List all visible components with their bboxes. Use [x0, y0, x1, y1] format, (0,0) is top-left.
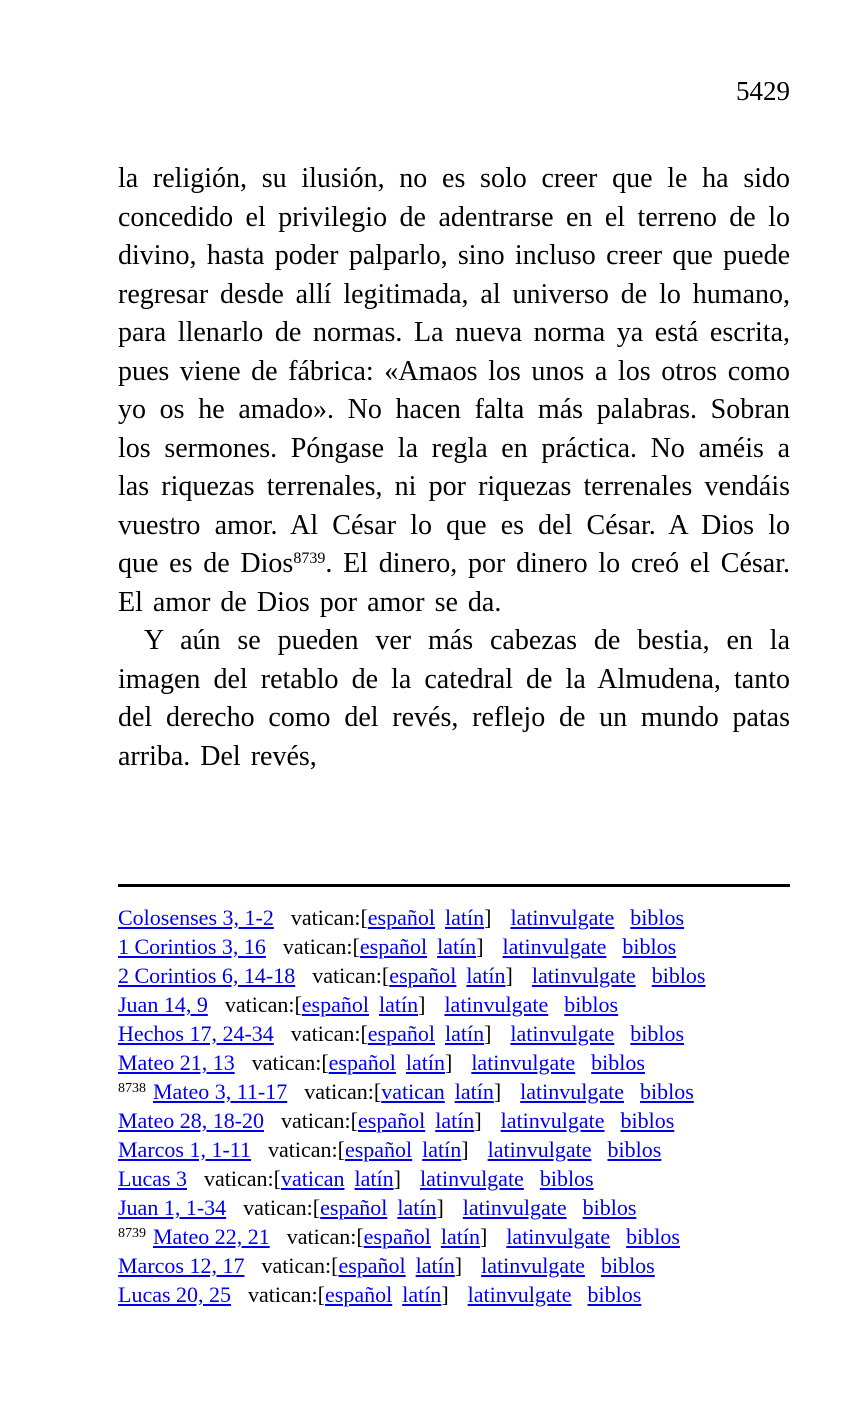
latinvulgate-link[interactable]: latinvulgate — [520, 1079, 625, 1104]
latinvulgate-link[interactable]: latinvulgate — [444, 992, 549, 1017]
biblos-link[interactable]: biblos — [607, 1137, 662, 1162]
vatican-prefix-label: vatican:[ — [251, 1050, 329, 1075]
vatican-prefix-label: vatican:[ — [248, 1282, 325, 1307]
vatican-option2-link[interactable]: latín — [397, 1195, 437, 1220]
vatican-option1-link[interactable]: español — [301, 992, 369, 1017]
footnote-reference-link[interactable]: Juan 14, 9 — [118, 992, 208, 1017]
biblos-link[interactable]: biblos — [626, 1224, 680, 1249]
body-paragraph-1 — [118, 160, 790, 622]
vatican-prefix-label: vatican:[ — [243, 1195, 321, 1220]
vatican-prefix-label: vatican:[ — [312, 963, 390, 988]
footnote-reference-link[interactable]: Mateo 28, 18-20 — [118, 1108, 265, 1133]
latinvulgate-link[interactable]: latinvulgate — [487, 1137, 592, 1162]
paragraph-1-text-before-ref: la religión, su ilusión, no es solo creer que le ha sido concedido el privilegio de adentrarse en el terreno de lo divino, hasta poder palparlo, sino incluso creer que puede regresar desde allí legitimada, al universo de lo humano, para llenarlo de normas. La nueva norma ya está escrita, pues viene de fábrica: «Amaos los unos a los otros como yo os he amado». No hacen falta más palabras. Sobran los sermones. Póngase la regla en práctica. No améis a las riquezas terrenales, ni por riquezas terrenales vendáis vuestro amor. Al César lo que es del César. A Dios lo que es de Dios — [118, 163, 790, 579]
latinvulgate-link[interactable]: latinvulgate — [419, 1166, 524, 1191]
vatican-option1-link[interactable]: español — [344, 1137, 413, 1162]
bracket-close-label: ] — [393, 1166, 401, 1191]
vatican-option2-link[interactable]: latín — [402, 1282, 442, 1307]
footnote-line — [118, 961, 790, 990]
paragraph-1-text-after-ref: . El dinero, por dinero lo creó el César. El amor de Dios por amor se da. — [118, 548, 790, 618]
bracket-close-label: ] — [418, 992, 426, 1017]
bracket-close-label: ] — [493, 1079, 502, 1104]
bracket-close-label: ] — [454, 1253, 463, 1278]
bracket-close-label: ] — [505, 963, 513, 988]
latinvulgate-link[interactable]: latinvulgate — [462, 1195, 567, 1220]
biblos-link[interactable]: biblos — [591, 1050, 645, 1075]
bracket-close-label: ] — [484, 905, 492, 930]
bracket-close-label: ] — [441, 1282, 449, 1307]
vatican-option2-link[interactable]: latín — [444, 1021, 485, 1046]
vatican-option1-link[interactable]: español — [359, 934, 428, 959]
biblos-link[interactable]: biblos — [651, 963, 706, 988]
footnote-reference-link[interactable]: Lucas 3 — [118, 1166, 188, 1191]
vatican-option1-link[interactable]: español — [338, 1253, 406, 1278]
vatican-prefix-label: vatican:[ — [281, 1108, 358, 1133]
vatican-prefix-label: vatican:[ — [290, 905, 368, 930]
biblos-link[interactable]: biblos — [640, 1079, 694, 1104]
latinvulgate-link[interactable]: latinvulgate — [500, 1108, 605, 1133]
vatican-option1-link[interactable]: español — [367, 905, 435, 930]
biblos-link[interactable]: biblos — [539, 1166, 594, 1191]
vatican-option1-link[interactable]: español — [325, 1282, 393, 1307]
biblos-link[interactable]: biblos — [582, 1195, 637, 1220]
footnote-reference-link[interactable]: Juan 1, 1-34 — [118, 1195, 227, 1220]
bracket-close-label: ] — [474, 1108, 482, 1133]
page-number: 5429 — [736, 76, 790, 106]
vatican-option1-link[interactable]: español — [389, 963, 457, 988]
footnote-line — [118, 1280, 790, 1309]
body-text-block — [118, 160, 790, 776]
latinvulgate-link[interactable]: latinvulgate — [510, 905, 615, 930]
footnote-line — [118, 1193, 790, 1222]
biblos-link[interactable]: biblos — [587, 1282, 642, 1307]
vatican-option1-link[interactable]: vatican — [381, 1079, 445, 1104]
vatican-prefix-label: vatican:[ — [282, 934, 360, 959]
biblos-link[interactable]: biblos — [622, 934, 677, 959]
latinvulgate-link[interactable]: latinvulgate — [510, 1021, 615, 1046]
bracket-close-label: ] — [479, 1224, 488, 1249]
vatican-option1-link[interactable]: español — [320, 1195, 388, 1220]
latinvulgate-link[interactable]: latinvulgate — [531, 963, 636, 988]
footnote-line — [118, 1048, 790, 1077]
vatican-prefix-label: vatican:[ — [304, 1079, 382, 1104]
vatican-option2-link[interactable]: latín — [466, 963, 506, 988]
vatican-option2-link[interactable]: latín — [354, 1166, 394, 1191]
biblos-link[interactable]: biblos — [564, 992, 619, 1017]
biblos-link[interactable]: biblos — [620, 1108, 675, 1133]
footnote-reference-link[interactable]: Marcos 1, 1-11 — [118, 1137, 251, 1162]
biblos-link[interactable]: biblos — [630, 1021, 685, 1046]
vatican-option2-link[interactable]: latín — [415, 1253, 455, 1278]
vatican-prefix-label: vatican:[ — [261, 1253, 339, 1278]
footnote-number-marker: 8739 — [118, 1226, 146, 1241]
vatican-prefix-label: vatican:[ — [204, 1166, 281, 1191]
latinvulgate-link[interactable]: latinvulgate — [502, 934, 607, 959]
footnote-reference-link[interactable]: Hechos 17, 24-34 — [118, 1021, 274, 1046]
footnotes-section — [118, 884, 790, 1309]
vatican-option2-link[interactable]: latín — [422, 1137, 462, 1162]
vatican-prefix-label: vatican:[ — [268, 1137, 345, 1162]
vatican-option1-link[interactable]: español — [363, 1224, 431, 1249]
vatican-option2-link[interactable]: latín — [454, 1079, 494, 1104]
vatican-option2-link[interactable]: latín — [405, 1050, 445, 1075]
biblos-link[interactable]: biblos — [630, 905, 685, 930]
bracket-close-label: ] — [476, 934, 484, 959]
footnote-line — [118, 1077, 790, 1106]
footnote-reference-link[interactable]: Colosenses 3, 1-2 — [118, 905, 274, 930]
footnote-line — [118, 1251, 790, 1280]
vatican-prefix-label: vatican:[ — [286, 1224, 364, 1249]
footnote-reference-marker-8739: 8739 — [293, 550, 326, 567]
footnote-reference-link[interactable]: Lucas 20, 25 — [118, 1282, 232, 1307]
footnote-reference-link[interactable]: 2 Corintios 6, 14-18 — [118, 963, 296, 988]
footnote-reference-link[interactable]: 1 Corintios 3, 16 — [118, 934, 266, 959]
footnote-separator-rule — [118, 884, 790, 887]
footnote-reference-link[interactable]: Marcos 12, 17 — [118, 1253, 245, 1278]
bracket-close-label: ] — [461, 1137, 469, 1162]
vatican-option2-link[interactable]: latín — [435, 1108, 475, 1133]
footnote-line — [118, 932, 790, 961]
latinvulgate-link[interactable]: latinvulgate — [467, 1282, 572, 1307]
footnote-number-marker: 8738 — [118, 1081, 146, 1096]
footnote-line — [118, 1106, 790, 1135]
latinvulgate-link[interactable]: latinvulgate — [481, 1253, 585, 1278]
vatican-prefix-label: vatican:[ — [224, 992, 302, 1017]
footnote-line — [118, 1164, 790, 1193]
vatican-option1-link[interactable]: español — [358, 1108, 426, 1133]
footnote-line — [118, 1135, 790, 1164]
vatican-option1-link[interactable]: español — [367, 1021, 435, 1046]
vatican-option1-link[interactable]: vatican — [281, 1166, 345, 1191]
vatican-option2-link[interactable]: latín — [440, 1224, 480, 1249]
footnote-list — [118, 903, 790, 1309]
footnote-reference-link[interactable]: Mateo 21, 13 — [118, 1050, 235, 1075]
vatican-option2-link[interactable]: latín — [445, 905, 485, 930]
footnote-line — [118, 1019, 790, 1048]
footnote-reference-link[interactable]: Mateo 3, 11-17 — [153, 1079, 288, 1104]
vatican-option2-link[interactable]: latín — [437, 934, 477, 959]
bracket-close-label: ] — [436, 1195, 444, 1220]
bracket-close-label: ] — [444, 1050, 453, 1075]
footnote-line — [118, 990, 790, 1019]
vatican-option1-link[interactable]: español — [328, 1050, 396, 1075]
latinvulgate-link[interactable]: latinvulgate — [471, 1050, 576, 1075]
latinvulgate-link[interactable]: latinvulgate — [506, 1224, 611, 1249]
footnote-reference-link[interactable]: Mateo 22, 21 — [153, 1224, 270, 1249]
body-paragraph-2: Y aún se pueden ver más cabezas de bestia, en la imagen del retablo de la catedral de la Almudena, tanto del derecho como del revés, reflejo de un mundo patas arriba. Del revés, — [118, 625, 790, 772]
vatican-option2-link[interactable]: latín — [379, 992, 419, 1017]
footnote-line — [118, 1222, 790, 1251]
biblos-link[interactable]: biblos — [600, 1253, 655, 1278]
vatican-prefix-label: vatican:[ — [290, 1021, 368, 1046]
bracket-close-label: ] — [484, 1021, 492, 1046]
footnote-line — [118, 903, 790, 932]
